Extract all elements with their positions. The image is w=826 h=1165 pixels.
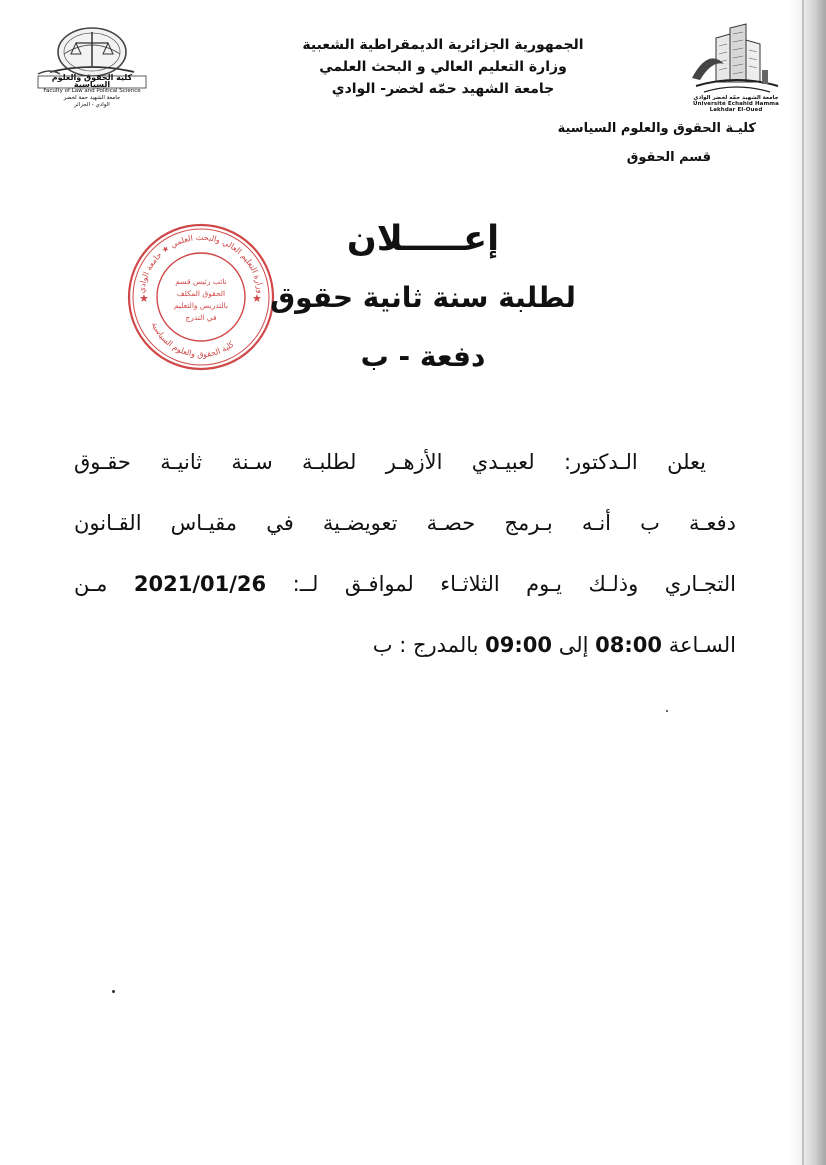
session-time-from: 08:00 xyxy=(595,633,662,657)
faculty-logo-english: Faculty of Law and Political Science xyxy=(43,88,141,94)
body-line-4-to: إلى xyxy=(558,633,589,657)
university-logo-arabic: جامعة الشهيد حمّه لخضر الوادي xyxy=(693,95,779,101)
faculty-name: كليـة الحقوق والعلوم السياسية xyxy=(557,121,756,136)
header-ministry: وزارة التعليم العالي و البحث العلمي xyxy=(319,59,567,75)
faculty-logo-city: الوادي - الجزائر xyxy=(74,102,110,108)
faculty-logo-arabic: كلية الحقوق والعلوم السياسية xyxy=(51,73,133,89)
stamp-inner-line: نائب رئيس قسم xyxy=(175,277,227,286)
faculty-logo-university: جامعة الشهيد حمة لخضر xyxy=(63,95,121,101)
body-line-3 xyxy=(74,554,736,615)
scan-page-fold xyxy=(802,0,804,1165)
session-time-to: 09:00 xyxy=(485,633,553,657)
scan-speck xyxy=(112,990,115,993)
announcement-title: إعـــــلان xyxy=(346,219,500,259)
header-university: جامعة الشهيد حمّه لخضر- الوادي xyxy=(331,81,555,97)
stamp-star-left: ★ xyxy=(139,292,149,305)
announcement-subtitle: لطلبة سنة ثانية حقوق xyxy=(270,281,576,314)
stamp-bottom-text: كلية الحقوق والعلوم السياسية xyxy=(149,320,236,360)
scan-speck xyxy=(666,710,668,712)
stamp-inner-line: في التدرج xyxy=(185,313,217,322)
department-name: قسم الحقوق xyxy=(626,150,711,165)
body-line-2: دفعـة ب أنـه بـرمج حصـة تعويضـية في مقيـاس القـانون xyxy=(74,511,736,535)
scan-page-edge xyxy=(788,0,826,1165)
stamp-outer-text: وزارة التعليم العالي والبحث العلمي ★ جامعة الوادي xyxy=(137,232,265,294)
header-republic: الجمهورية الجزائرية الديمقراطية الشعبية xyxy=(302,37,584,53)
faculty-logo-caption xyxy=(38,74,146,109)
header-block xyxy=(300,34,586,100)
stamp-star-right: ★ xyxy=(252,292,262,305)
announcement-group: دفعة - ب xyxy=(360,340,486,373)
announcement-body xyxy=(74,432,736,676)
body-line-4-location: بالمدرج : ب xyxy=(372,633,479,657)
university-logo-caption xyxy=(686,95,786,113)
body-line-1: يعلن الـدكتور: لعبيـدي الأزهـر لطلبـة سـنة ثانيـة حقـوق xyxy=(74,450,706,474)
session-date: 2021/01/26 xyxy=(133,572,267,596)
body-line-3-text: التجـاري وذلـك يـوم الثلاثـاء لموافـق لــ: xyxy=(292,572,736,596)
body-line-4 xyxy=(74,615,736,676)
university-logo xyxy=(686,20,786,102)
stamp-inner-line: الحقوق المكلف xyxy=(176,289,226,298)
university-logo-latin: Université Echahid Hamma Lakhdar El-Oued xyxy=(693,101,779,113)
body-line-3-end: مـن xyxy=(74,572,108,596)
body-line-4-text: السـاعة xyxy=(668,633,736,657)
stamp-inner-line: بالتدريس والتعليم xyxy=(173,301,229,310)
